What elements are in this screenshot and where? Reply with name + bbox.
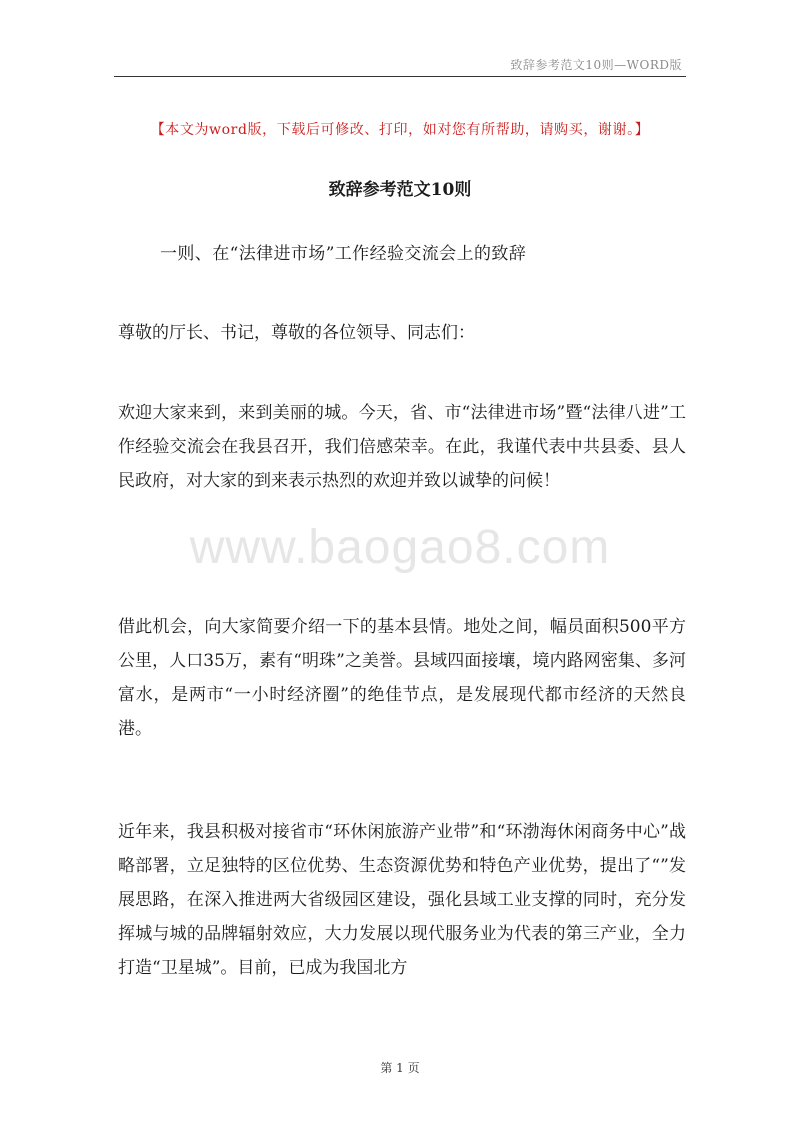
body-paragraph-2: 借此机会，向大家简要介绍一下的基本县情。地处之间，幅员面积500平方公里，人口35万，素有“明珠”之美誉。县域四面接壤，境内路网密集、多河富水，是两市“一小时经济圈”的绝佳节点，是发展现代都市经济的天然良港。 bbox=[118, 617, 686, 739]
running-header: 致辞参考范文10则—WORD版 bbox=[510, 58, 682, 72]
header-divider bbox=[114, 76, 686, 77]
body-paragraph-1: 欢迎大家来到，来到美丽的城。今天，省、市“法律进市场”暨“法律八进”工作经验交流会在我县召开，我们倍感荣幸。在此，我谨代表中共县委、县人民政府，对大家的到来表示热烈的欢迎并致以诚挚的问候！ bbox=[118, 403, 686, 491]
body-paragraph-3: 近年来，我县积极对接省市“环休闲旅游产业带”和“环渤海休闲商务中心”战略部署，立足独特的区位优势、生态资源优势和特色产业优势，提出了“”发展思路，在深入推进两大省级园区建设，强化县域工业支撑的同时，充分发挥城与城的品牌辐射效应，大力发展以现代服务业为代表的第三产业，全力打造“卫星城”。目前，已成为我国北方 bbox=[118, 822, 686, 978]
purchase-notice: 【本文为word版，下载后可修改、打印，如对您有所帮助，请购买，谢谢。】 bbox=[150, 122, 650, 138]
page-number: 第 1 页 bbox=[380, 1061, 420, 1075]
section-heading: 一则、在“法律进市场”工作经验交流会上的致辞 bbox=[160, 244, 527, 264]
document-title: 致辞参考范文10则 bbox=[328, 180, 472, 200]
greeting-paragraph: 尊敬的厅长、书记，尊敬的各位领导、同志们： bbox=[118, 323, 475, 343]
watermark-text: www.baogao8.com bbox=[189, 521, 611, 574]
